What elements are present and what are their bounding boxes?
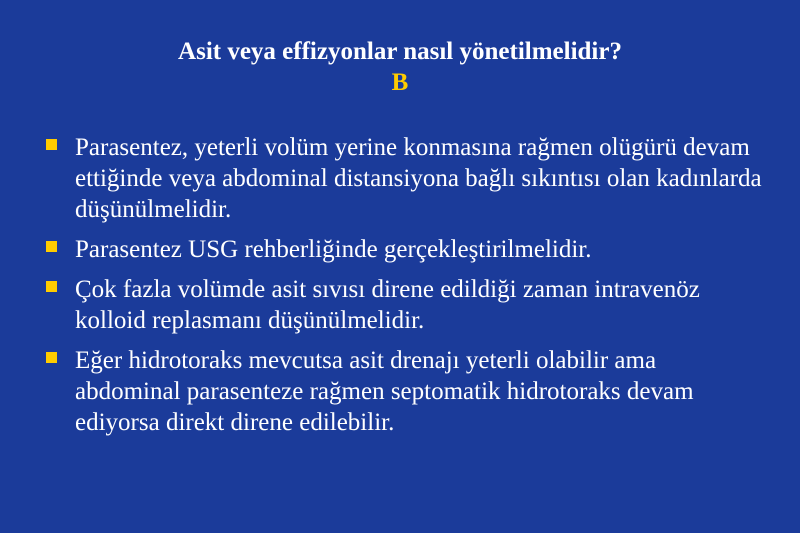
- bullet-item: [46, 345, 766, 438]
- bullet-text: Çok fazla volümde asit sıvısı direne edildiği zaman intravenöz kolloid replasmanı düşünülmelidir.: [75, 276, 700, 334]
- square-bullet-icon: [46, 241, 57, 252]
- bullet-text: Parasentez USG rehberliğinde gerçekleştirilmelidir.: [75, 236, 592, 263]
- bullet-item: [46, 132, 766, 225]
- square-bullet-icon: [46, 352, 57, 363]
- slide-subtitle: B: [391, 69, 409, 96]
- slide-title-block: [0, 36, 800, 98]
- square-bullet-icon: [46, 139, 57, 150]
- bullet-item: [46, 274, 766, 336]
- bullet-text: Eğer hidrotoraks mevcutsa asit drenajı yeterli olabilir ama abdominal parasenteze rağmen septomatik hidrotoraks devam ediyorsa direkt direne edilebilir.: [75, 347, 694, 436]
- bullet-text: Parasentez, yeterli volüm yerine konmasına rağmen olügürü devam ettiğinde veya abdominal distansiyona bağlı sıkıntısı olan kadınlarda düşünülmelidir.: [75, 134, 762, 223]
- square-bullet-icon: [46, 281, 57, 292]
- bullet-item: [46, 234, 766, 265]
- bullet-list: [46, 132, 766, 447]
- slide-title: Asit veya effizyonlar nasıl yönetilmelidir?: [178, 38, 622, 65]
